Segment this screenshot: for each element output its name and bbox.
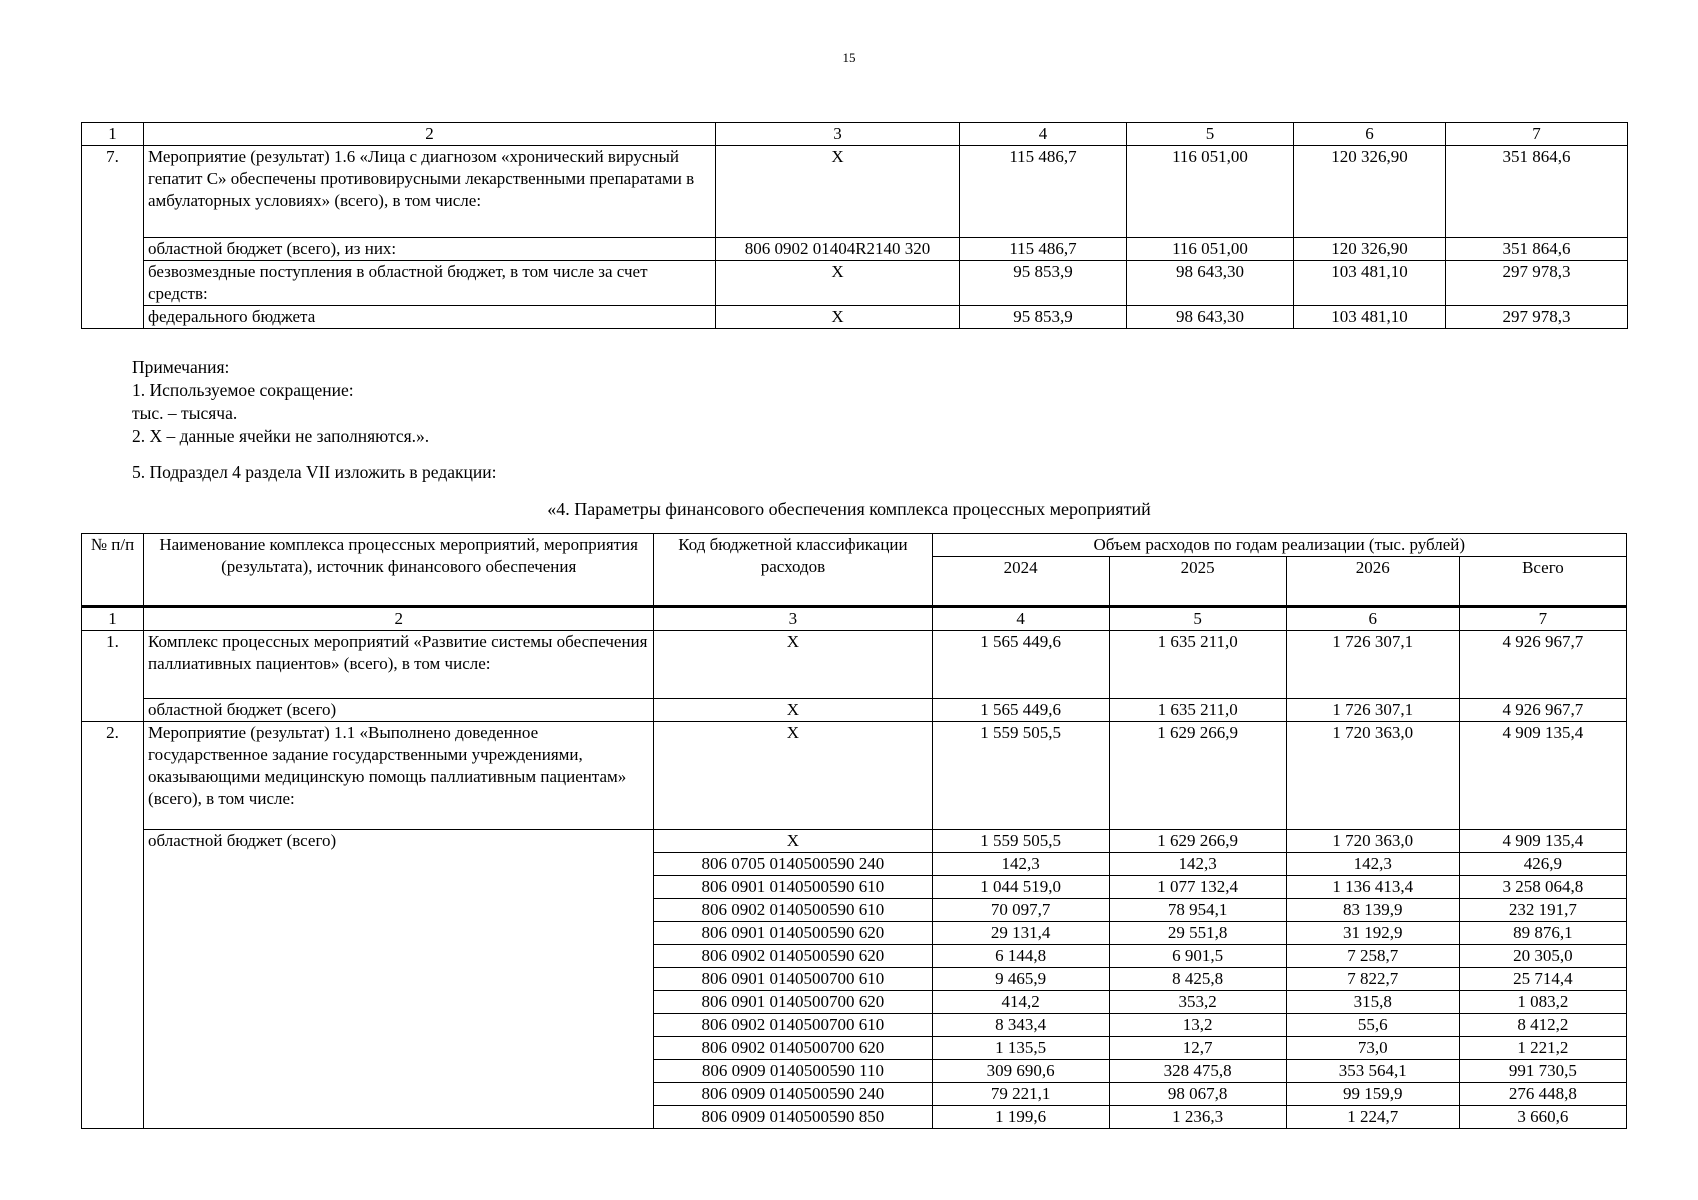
page-number: 15 bbox=[842, 50, 856, 65]
row-name: Мероприятие (результат) 1.6 «Лица с диагнозом «хронический вирусный гепатит С» обеспечены противовирусными лекарственными препаратами в амбулаторных условиях» (всего), в том числе: bbox=[144, 146, 716, 238]
row-value-total: 25 714,4 bbox=[1459, 968, 1626, 991]
col-index: 3 bbox=[654, 607, 932, 631]
row-value-total: 4 926 967,7 bbox=[1459, 699, 1626, 722]
header-volume: Объем расходов по годам реализации (тыс. рублей) bbox=[932, 534, 1626, 557]
row-code: X bbox=[654, 722, 932, 830]
row-code: X bbox=[716, 306, 960, 329]
row-value-2024: 1 135,5 bbox=[932, 1037, 1109, 1060]
row-value-2026: 103 481,10 bbox=[1294, 261, 1446, 306]
row-value-2024: 309 690,6 bbox=[932, 1060, 1109, 1083]
row-value-total: 20 305,0 bbox=[1459, 945, 1626, 968]
row-code: X bbox=[654, 631, 932, 699]
row-value-2024: 1 044 519,0 bbox=[932, 876, 1109, 899]
row-value-2025: 353,2 bbox=[1109, 991, 1286, 1014]
row-value-2026: 1 136 413,4 bbox=[1286, 876, 1459, 899]
table-row bbox=[82, 261, 1628, 306]
row-value-2026: 73,0 bbox=[1286, 1037, 1459, 1060]
row-value-total: 297 978,3 bbox=[1446, 261, 1628, 306]
table-row bbox=[82, 830, 1627, 853]
row-code: X bbox=[654, 830, 932, 853]
row-code: 806 0902 01404R2140 320 bbox=[716, 238, 960, 261]
row-value-total: 297 978,3 bbox=[1446, 306, 1628, 329]
row-value-2026: 1 224,7 bbox=[1286, 1106, 1459, 1129]
row-value-total: 991 730,5 bbox=[1459, 1060, 1626, 1083]
row-value-2025: 1 236,3 bbox=[1109, 1106, 1286, 1129]
row-code: 806 0902 0140500700 620 bbox=[654, 1037, 932, 1060]
row-value-2025: 1 635 211,0 bbox=[1109, 699, 1286, 722]
table-row bbox=[82, 631, 1627, 699]
row-code: 806 0909 0140500590 240 bbox=[654, 1083, 932, 1106]
row-code: 806 0705 0140500590 240 bbox=[654, 853, 932, 876]
row-number: 1. bbox=[82, 631, 144, 722]
section-title: «4. Параметры финансового обеспечения комплекса процессных мероприятий bbox=[547, 499, 1151, 519]
row-value-total: 1 221,2 bbox=[1459, 1037, 1626, 1060]
row-value-2026: 83 139,9 bbox=[1286, 899, 1459, 922]
row-code: X bbox=[716, 261, 960, 306]
row-value-total: 351 864,6 bbox=[1446, 146, 1628, 238]
header-year-2026: 2026 bbox=[1286, 557, 1459, 607]
row-code: 806 0909 0140500590 850 bbox=[654, 1106, 932, 1129]
col-index: 5 bbox=[1127, 123, 1294, 146]
table-top-index-row bbox=[82, 123, 1628, 146]
col-index: 3 bbox=[716, 123, 960, 146]
notes bbox=[132, 356, 429, 448]
row-value-2025: 142,3 bbox=[1109, 853, 1286, 876]
row-value-2026: 1 720 363,0 bbox=[1286, 830, 1459, 853]
row-name: областной бюджет (всего) bbox=[144, 699, 654, 722]
header-total: Всего bbox=[1459, 557, 1626, 607]
row-value-2025: 328 475,8 bbox=[1109, 1060, 1286, 1083]
row-value-2025: 6 901,5 bbox=[1109, 945, 1286, 968]
row-value-total: 276 448,8 bbox=[1459, 1083, 1626, 1106]
header-year-2025: 2025 bbox=[1109, 557, 1286, 607]
header-name: Наименование комплекса процессных мероприятий, мероприятия (результата), источник финансового обеспечения bbox=[144, 534, 654, 607]
row-value-total: 4 926 967,7 bbox=[1459, 631, 1626, 699]
row-value-2025: 29 551,8 bbox=[1109, 922, 1286, 945]
table-header-row bbox=[82, 534, 1627, 557]
row-code: 806 0902 0140500590 620 bbox=[654, 945, 932, 968]
row-code: 806 0909 0140500590 110 bbox=[654, 1060, 932, 1083]
col-index: 6 bbox=[1294, 123, 1446, 146]
header-code: Код бюджетной классификации расходов bbox=[654, 534, 932, 607]
notes-line: 2. X – данные ячейки не заполняются.». bbox=[132, 426, 430, 446]
col-index: 4 bbox=[960, 123, 1127, 146]
col-index: 5 bbox=[1109, 607, 1286, 631]
row-code: X bbox=[716, 146, 960, 238]
row-value-2024: 29 131,4 bbox=[932, 922, 1109, 945]
row-value-total: 8 412,2 bbox=[1459, 1014, 1626, 1037]
col-index: 2 bbox=[144, 607, 654, 631]
row-value-2025: 98 643,30 bbox=[1127, 261, 1294, 306]
row-value-2025: 98 643,30 bbox=[1127, 306, 1294, 329]
row-value-total: 4 909 135,4 bbox=[1459, 830, 1626, 853]
table-row bbox=[82, 722, 1627, 830]
col-index: 1 bbox=[82, 607, 144, 631]
notes-line: тыс. – тысяча. bbox=[132, 403, 238, 423]
row-value-2026: 315,8 bbox=[1286, 991, 1459, 1014]
row-value-total: 1 083,2 bbox=[1459, 991, 1626, 1014]
row-value-2024: 8 343,4 bbox=[932, 1014, 1109, 1037]
row-value-2024: 6 144,8 bbox=[932, 945, 1109, 968]
row-value-2024: 79 221,1 bbox=[932, 1083, 1109, 1106]
row-value-2024: 414,2 bbox=[932, 991, 1109, 1014]
row-value-total: 3 258 064,8 bbox=[1459, 876, 1626, 899]
row-name: Мероприятие (результат) 1.1 «Выполнено доведенное государственное задание государственными учреждениями, оказывающими медицинскую помощь паллиативным пациентам» (всего), в том числе: bbox=[144, 722, 654, 830]
row-name: областной бюджет (всего), из них: bbox=[144, 238, 716, 261]
table-index-row bbox=[82, 607, 1627, 631]
row-value-2026: 7 258,7 bbox=[1286, 945, 1459, 968]
row-value-2025: 1 629 266,9 bbox=[1109, 830, 1286, 853]
row-value-2026: 142,3 bbox=[1286, 853, 1459, 876]
row-value-2024: 9 465,9 bbox=[932, 968, 1109, 991]
row-value-2026: 99 159,9 bbox=[1286, 1083, 1459, 1106]
col-index: 7 bbox=[1459, 607, 1626, 631]
row-value-2025: 1 077 132,4 bbox=[1109, 876, 1286, 899]
row-code: X bbox=[654, 699, 932, 722]
row-value-total: 3 660,6 bbox=[1459, 1106, 1626, 1129]
col-index: 4 bbox=[932, 607, 1109, 631]
notes-title: Примечания: bbox=[132, 357, 230, 377]
row-value-2026: 55,6 bbox=[1286, 1014, 1459, 1037]
row-value-2024: 1 559 505,5 bbox=[932, 830, 1109, 853]
row-value-2026: 120 326,90 bbox=[1294, 238, 1446, 261]
table-row bbox=[82, 306, 1628, 329]
amendment-text: 5. Подраздел 4 раздела VII изложить в редакции: bbox=[132, 462, 497, 482]
row-value-2025: 78 954,1 bbox=[1109, 899, 1286, 922]
row-code: 806 0901 0140500700 620 bbox=[654, 991, 932, 1014]
row-value-total: 89 876,1 bbox=[1459, 922, 1626, 945]
row-number: 2. bbox=[82, 722, 144, 1129]
row-value-2026: 31 192,9 bbox=[1286, 922, 1459, 945]
row-value-2024: 70 097,7 bbox=[932, 899, 1109, 922]
col-index: 7 bbox=[1446, 123, 1628, 146]
row-value-2026: 7 822,7 bbox=[1286, 968, 1459, 991]
row-value-2026: 1 726 307,1 bbox=[1286, 631, 1459, 699]
row-number: 7. bbox=[82, 146, 144, 329]
row-value-2024: 95 853,9 bbox=[960, 306, 1127, 329]
header-num: № п/п bbox=[82, 534, 144, 607]
row-value-2024: 1 559 505,5 bbox=[932, 722, 1109, 830]
row-value-2025: 13,2 bbox=[1109, 1014, 1286, 1037]
row-value-2024: 1 565 449,6 bbox=[932, 699, 1109, 722]
row-code: 806 0901 0140500590 610 bbox=[654, 876, 932, 899]
row-value-2025: 12,7 bbox=[1109, 1037, 1286, 1060]
row-value-2024: 1 565 449,6 bbox=[932, 631, 1109, 699]
row-value-2025: 8 425,8 bbox=[1109, 968, 1286, 991]
row-name: безвозмездные поступления в областной бюджет, в том числе за счет средств: bbox=[144, 261, 716, 306]
row-value-2026: 353 564,1 bbox=[1286, 1060, 1459, 1083]
row-value-2026: 103 481,10 bbox=[1294, 306, 1446, 329]
notes-line: 1. Используемое сокращение: bbox=[132, 380, 354, 400]
row-value-2025: 116 051,00 bbox=[1127, 238, 1294, 261]
col-index: 1 bbox=[82, 123, 144, 146]
row-value-2025: 98 067,8 bbox=[1109, 1083, 1286, 1106]
row-value-total: 232 191,7 bbox=[1459, 899, 1626, 922]
row-value-total: 351 864,6 bbox=[1446, 238, 1628, 261]
table-bottom bbox=[81, 533, 1627, 1129]
col-index: 6 bbox=[1286, 607, 1459, 631]
row-value-2024: 115 486,7 bbox=[960, 146, 1127, 238]
row-code: 806 0902 0140500590 610 bbox=[654, 899, 932, 922]
row-name: областной бюджет (всего) bbox=[144, 830, 654, 1129]
row-value-2025: 116 051,00 bbox=[1127, 146, 1294, 238]
header-year-2024: 2024 bbox=[932, 557, 1109, 607]
row-value-2024: 142,3 bbox=[932, 853, 1109, 876]
row-name: Комплекс процессных мероприятий «Развитие системы обеспечения паллиативных пациентов» (всего), в том числе: bbox=[144, 631, 654, 699]
row-name: федерального бюджета bbox=[144, 306, 716, 329]
row-value-2026: 120 326,90 bbox=[1294, 146, 1446, 238]
row-code: 806 0901 0140500590 620 bbox=[654, 922, 932, 945]
row-value-2026: 1 726 307,1 bbox=[1286, 699, 1459, 722]
row-code: 806 0901 0140500700 610 bbox=[654, 968, 932, 991]
row-value-2025: 1 629 266,9 bbox=[1109, 722, 1286, 830]
table-row bbox=[82, 699, 1627, 722]
row-value-2024: 1 199,6 bbox=[932, 1106, 1109, 1129]
row-value-2026: 1 720 363,0 bbox=[1286, 722, 1459, 830]
row-value-2024: 95 853,9 bbox=[960, 261, 1127, 306]
row-value-2024: 115 486,7 bbox=[960, 238, 1127, 261]
table-row bbox=[82, 238, 1628, 261]
row-value-total: 426,9 bbox=[1459, 853, 1626, 876]
table-row bbox=[82, 146, 1628, 238]
row-value-2025: 1 635 211,0 bbox=[1109, 631, 1286, 699]
table-top bbox=[81, 122, 1628, 329]
col-index: 2 bbox=[144, 123, 716, 146]
row-code: 806 0902 0140500700 610 bbox=[654, 1014, 932, 1037]
row-value-total: 4 909 135,4 bbox=[1459, 722, 1626, 830]
